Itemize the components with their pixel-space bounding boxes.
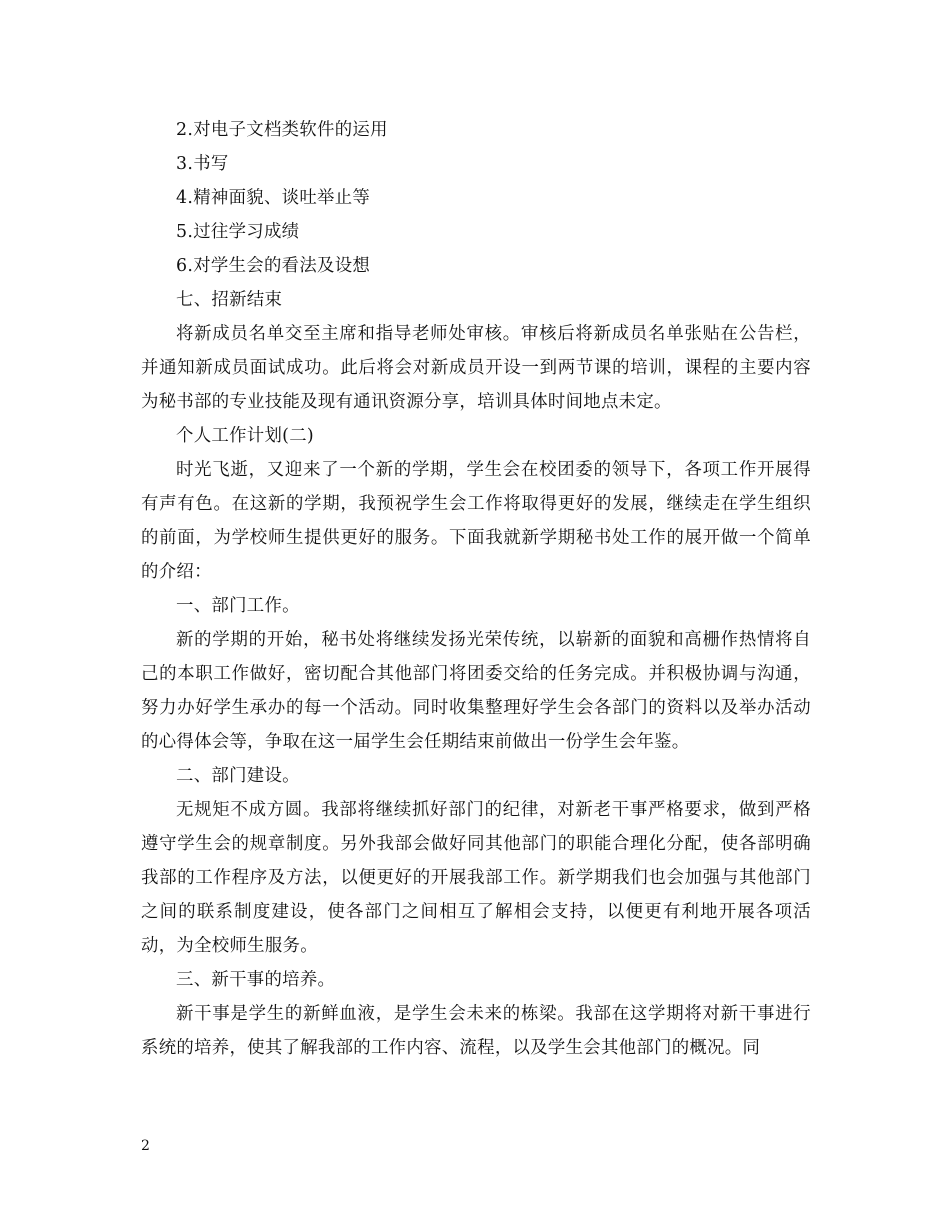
list-item-views: 6.对学生会的看法及设想 (176, 256, 371, 276)
page-number: 2 (141, 1138, 150, 1154)
section-heading-department-building: 二、部门建设。 (176, 766, 300, 786)
paragraph-department-building: 无规矩不成方圆。我部将继续抓好部门的纪律，对新老干事严格要求，做到严格遵守学生会的规章制度。另外我部会做好同其他部门的职能合理化分配，使各部明确我部的工作程序及方法，以便更好的开展我部工作。新学期我们也会加强与其他部门之间的联系制度建设，使各部门之间相互了解相会支持，以便更有利地开展各项活动，为全校师生服务。 (141, 800, 811, 956)
section-heading-recruitment-end: 七、招新结束 (176, 290, 283, 310)
list-item-grades: 5.过往学习成绩 (176, 222, 300, 242)
list-item-electronic-docs: 2.对电子文档类软件的运用 (176, 120, 388, 140)
paragraph-new-staff: 新干事是学生的新鲜血液，是学生会未来的栋梁。我部在这学期将对新干事进行系统的培养，使其了解我部的工作内容、流程，以及学生会其他部门的概况。同 (141, 1004, 811, 1058)
page-body (141, 113, 811, 1065)
section-heading-new-staff: 三、新干事的培养。 (176, 970, 336, 990)
list-item-writing: 3.书写 (176, 154, 229, 174)
paragraph-recruitment-end: 将新成员名单交至主席和指导老师处审核。审核后将新成员名单张贴在公告栏，并通知新成员面试成功。此后将会对新成员开设一到两节课的培训，课程的主要内容为秘书部的专业技能及现有通讯资源分享，培训具体时间地点未定。 (141, 324, 811, 412)
paragraph-introduction: 时光飞逝，又迎来了一个新的学期，学生会在校团委的领导下，各项工作开展得有声有色。在这新的学期，我预祝学生会工作将取得更好的发展，继续走在学生组织的前面，为学校师生提供更好的服务。下面我就新学期秘书处工作的展开做一个简单的介绍： (141, 460, 811, 582)
list-item-demeanor: 4.精神面貌、谈吐举止等 (176, 188, 371, 208)
document-title-plan-two: 个人工作计划(二) (176, 426, 315, 446)
section-heading-department-work: 一、部门工作。 (176, 596, 300, 616)
paragraph-department-work: 新的学期的开始，秘书处将继续发扬光荣传统，以崭新的面貌和高栅作热情将自己的本职工作做好，密切配合其他部门将团委交给的任务完成。并积极协调与沟通，努力办好学生承办的每一个活动。同时收集整理好学生会各部门的资料以及举办活动的心得体会等，争取在这一届学生会任期结束前做出一份学生会年鉴。 (141, 630, 811, 752)
